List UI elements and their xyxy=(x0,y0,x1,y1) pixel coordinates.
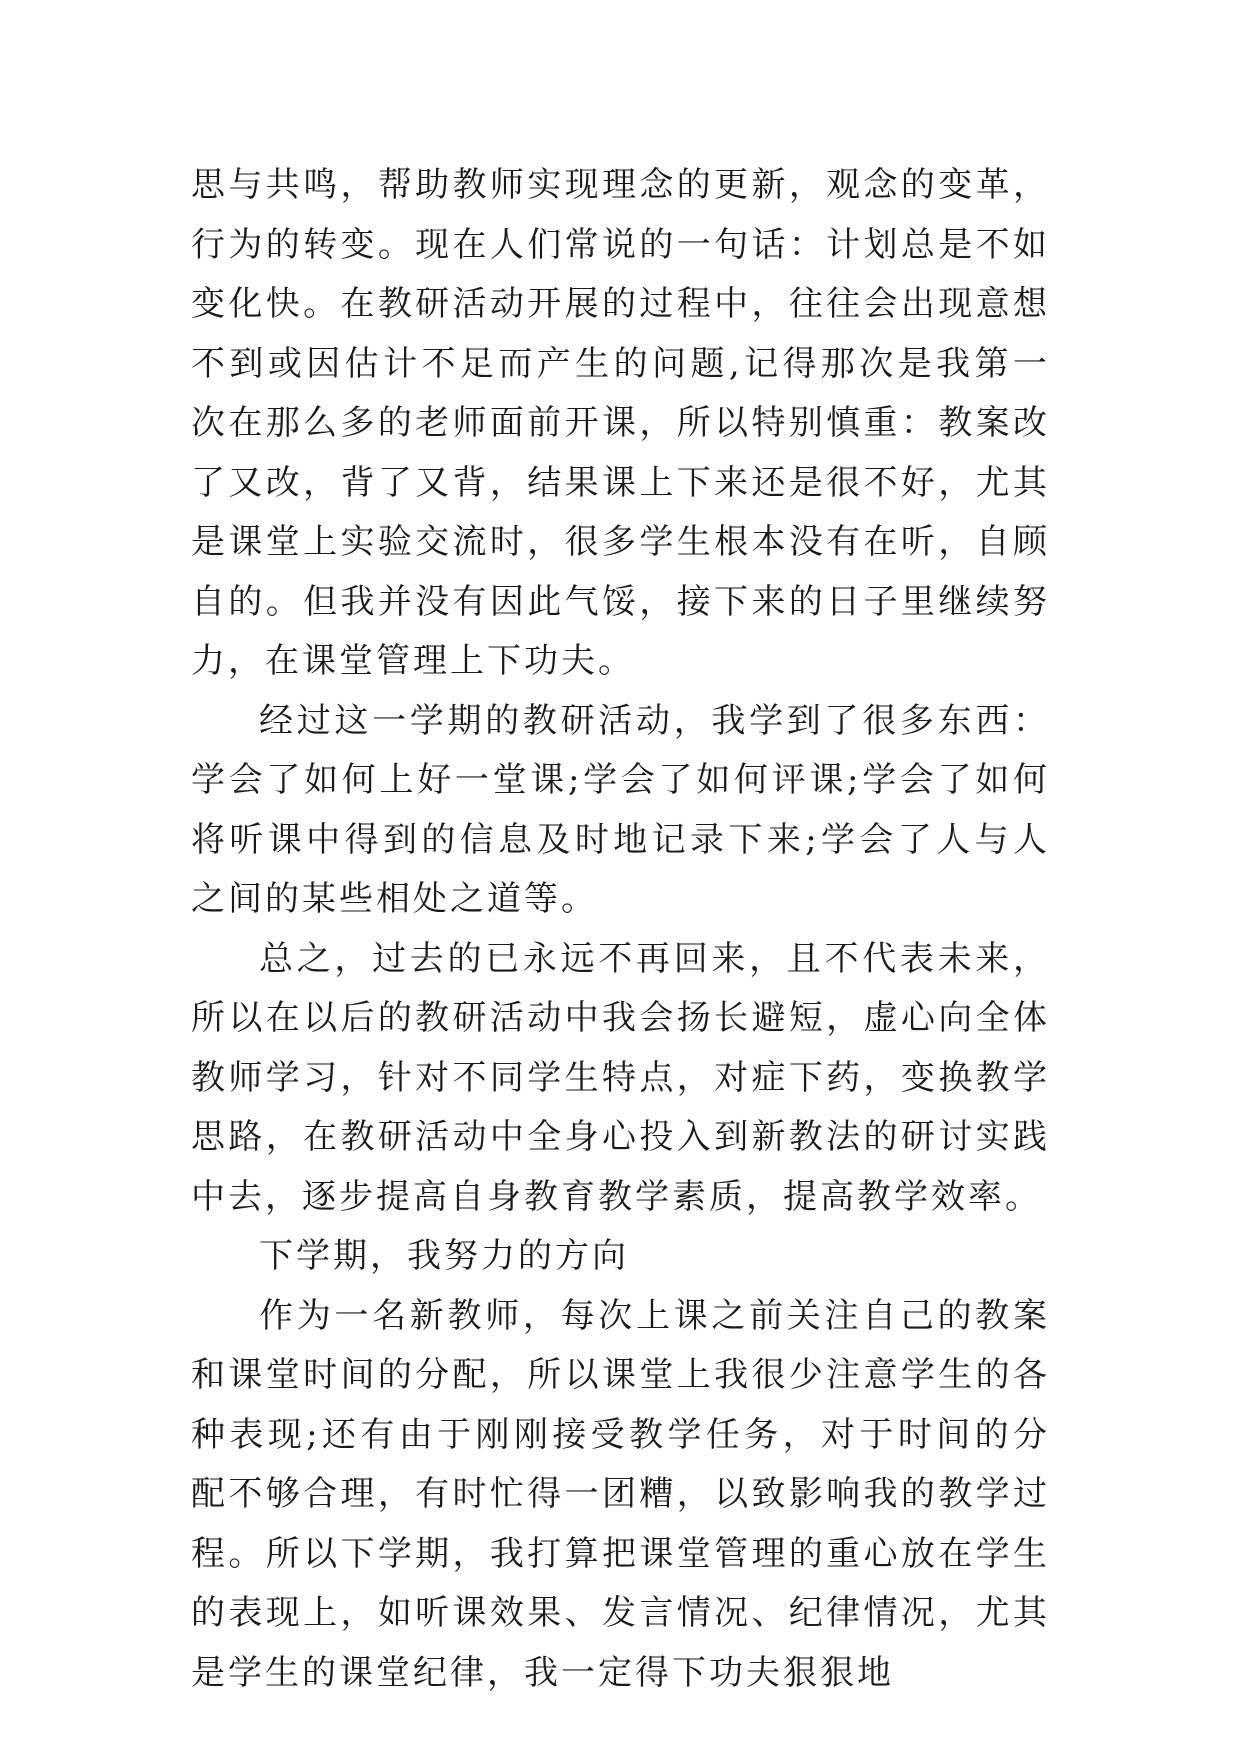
document-body xyxy=(191,156,1050,1703)
paragraph-continuation: 思与共鸣，帮助教师实现理念的更新，观念的变革，行为的转变。现在人们常说的一句话：计划总是不如变化快。在教研活动开展的过程中，往往会出现意想不到或因估计不足而产生的问题,记得那次是我第一次在那么多的老师面前开课，所以特别慎重：教案改了又改，背了又背，结果课上下来还是很不好，尤其是课堂上实验交流时，很多学生根本没有在听，自顾自的。但我并没有因此气馁，接下来的日子里继续努力，在课堂管理上下功夫。 xyxy=(191,165,1050,681)
paragraph-next-term: 作为一名新教师，每次上课之前关注自己的教案和课堂时间的分配，所以课堂上我很少注意学生的各种表现;还有由于刚刚接受教学任务，对于时间的分配不够合理，有时忙得一团糟，以致影响我的教学过程。所以下学期，我打算把课堂管理的重心放在学生的表现上，如听课效果、发言情况、纪律情况，尤其是学生的课堂纪律，我一定得下功夫狠狠地 xyxy=(191,1295,1050,1693)
paragraph-summary: 总之，过去的已永远不再回来，且不代表未来，所以在以后的教研活动中我会扬长避短，虚心向全体教师学习，针对不同学生特点，对症下药，变换教学思路，在教研活动中全身心投入到新教法的研讨实践中去，逐步提高自身教育教学素质，提高教学效率。 xyxy=(191,938,1050,1217)
section-heading-next-term: 下学期，我努力的方向 xyxy=(259,1236,629,1276)
paragraph-learning: 经过这一学期的教研活动，我学到了很多东西：学会了如何上好一堂课;学会了如何评课;学会了如何将听课中得到的信息及时地记录下来;学会了人与人之间的某些相处之道等。 xyxy=(191,700,1050,919)
